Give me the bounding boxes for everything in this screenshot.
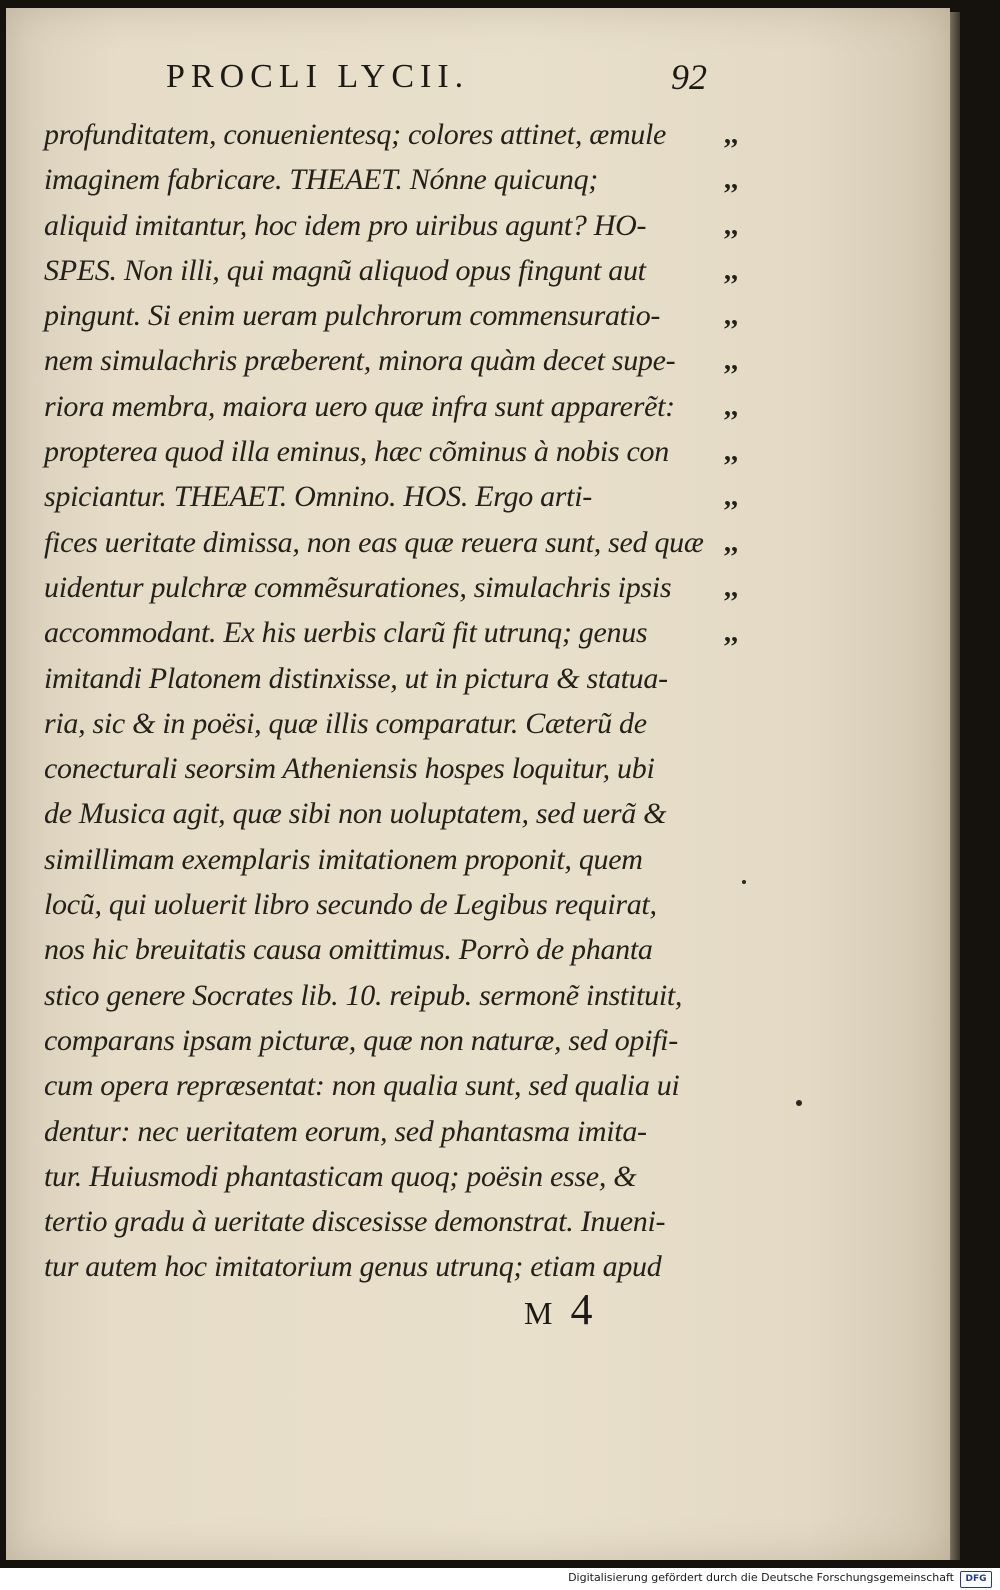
quote-mark: ,, xyxy=(724,526,738,558)
ink-speck xyxy=(796,1100,802,1106)
running-head xyxy=(6,50,950,110)
text-line: nos hic breuitatis causa omittimus. Porrò de phanta xyxy=(44,933,653,967)
text-line: comparans ipsam picturæ, quæ non naturæ, sed opifi- xyxy=(44,1023,678,1057)
quote-mark: ,, xyxy=(724,345,738,377)
quote-mark: ,, xyxy=(724,164,738,196)
text-line: uidentur pulchræ commẽsurationes, simulachris ipsis xyxy=(44,570,672,604)
text-line: riora membra, maiora uero quæ infra sunt apparerẽt: xyxy=(44,389,675,423)
text-line: pingunt. Si enim ueram pulchrorum commensuratio- xyxy=(44,299,661,333)
text-line: imitandi Platonem distinxisse, ut in pictura & statua- xyxy=(44,661,668,695)
ink-speck xyxy=(742,880,746,884)
text-line: profunditatem, conuenientesq; colores attinet, æmule xyxy=(44,118,667,151)
quote-mark: ,, xyxy=(724,209,738,241)
text-line: propterea quod illa eminus, hæc cõminus à nobis con xyxy=(44,435,669,469)
text-line: dentur: nec ueritatem eorum, sed phantasma imita- xyxy=(44,1114,647,1148)
quote-mark: ,, xyxy=(724,254,738,286)
text-line: aliquid imitantur, hoc idem pro uiribus agunt? HO- xyxy=(44,208,647,242)
text-line: conecturali seorsim Atheniensis hospes loquitur, ubi xyxy=(44,752,655,786)
quote-mark: ,, xyxy=(724,119,738,150)
text-line: ria, sic & in poësi, quæ illis comparatur. Cæterũ de xyxy=(44,706,647,740)
signature-number: 4 xyxy=(570,1285,593,1334)
book-page xyxy=(6,8,950,1560)
text-line: spiciantur. THEAET. Omnino. HOS. Ergo arti- xyxy=(44,480,592,514)
text-line: tur autem hoc imitatorium genus utrunq; etiam apud xyxy=(44,1250,662,1284)
quote-mark: ,, xyxy=(724,300,738,332)
page-number: 92 xyxy=(671,57,707,97)
body-text xyxy=(44,112,724,1290)
text-line: tur. Huiusmodi phantasticam quoq; poësin esse, & xyxy=(44,1159,637,1193)
footer-bar xyxy=(0,1568,1000,1590)
text-line: imaginem fabricare. THEAET. Nónne quicunq; xyxy=(44,163,599,197)
signature-mark xyxy=(524,1284,592,1335)
marginal-quote-marks xyxy=(724,112,764,656)
text-line: cum opera repræsentat: non qualia sunt, sed qualia ui xyxy=(44,1069,680,1103)
dfg-logo: DFG xyxy=(960,1571,992,1588)
page-edge xyxy=(950,12,960,1560)
text-line: accommodant. Ex his uerbis clarũ fit utrunq; genus xyxy=(44,616,648,650)
quote-mark: ,, xyxy=(724,481,738,513)
text-line: nem simulachris præberent, minora quàm decet supe- xyxy=(44,344,676,378)
text-line: fices ueritate dimissa, non eas quæ reuera sunt, sed quæ xyxy=(44,525,704,559)
funding-credit: Digitalisierung gefördert durch die Deutsche Forschungsgemeinschaft xyxy=(568,1571,954,1584)
quote-mark: ,, xyxy=(724,617,738,649)
quote-mark: ,, xyxy=(724,436,738,468)
text-line: stico genere Socrates lib. 10. reipub. sermonẽ instituit, xyxy=(44,978,683,1012)
text-line: SPES. Non illi, qui magnũ aliquod opus fingunt aut xyxy=(44,253,646,287)
quote-mark: ,, xyxy=(724,571,738,603)
text-line: locũ, qui uoluerit libro secundo de Legibus requirat, xyxy=(44,888,657,922)
text-line: tertio gradu à ueritate discesisse demonstrat. Inueni- xyxy=(44,1205,666,1239)
signature-letter: M xyxy=(524,1295,553,1331)
quote-mark: ,, xyxy=(724,390,738,422)
text-line: de Musica agit, quæ sibi non uoluptatem, sed uerã & xyxy=(44,797,667,831)
text-line: simillimam exemplaris imitationem proponit, quem xyxy=(44,842,643,876)
running-title: PROCLI LYCII. xyxy=(166,58,470,95)
